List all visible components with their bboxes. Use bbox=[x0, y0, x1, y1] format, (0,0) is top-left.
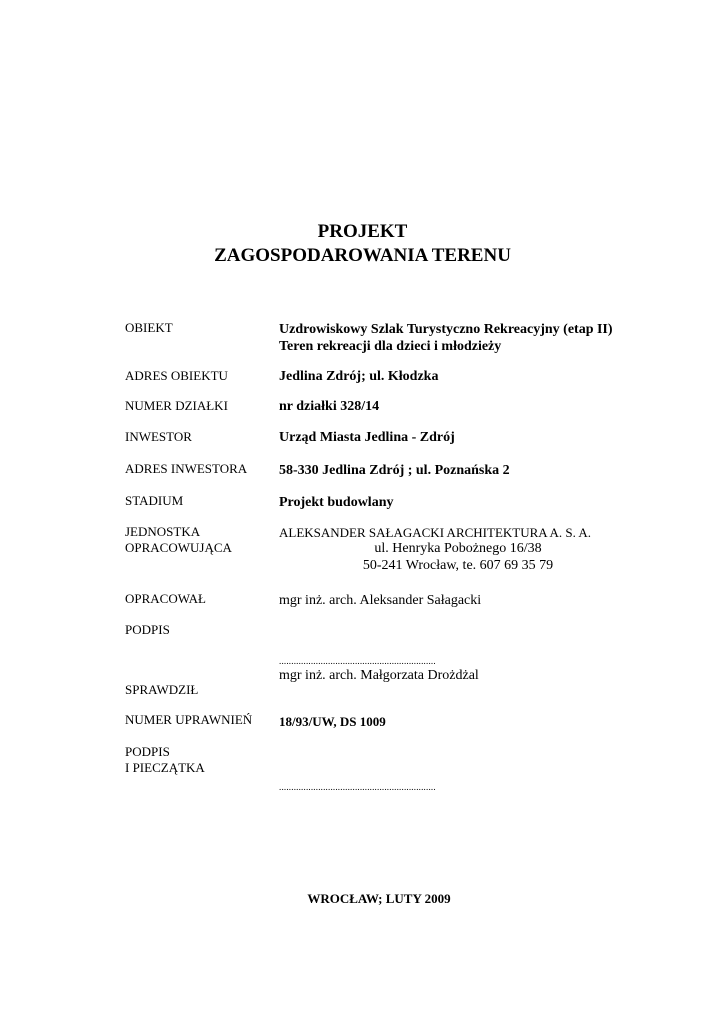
value-jednostka-line-2-wrap bbox=[279, 540, 637, 557]
value-numer-uprawnien: 18/93/UW, DS 1009 bbox=[279, 714, 386, 729]
label-numer-dzialki: NUMER DZIAŁKI bbox=[125, 398, 228, 413]
value-inwestor: Urząd Miasta Jedlina - Zdrój bbox=[279, 430, 455, 445]
label-obiekt: OBIEKT bbox=[125, 320, 173, 335]
value-obiekt-line-2: Teren rekreacji dla dzieci i młodzieży bbox=[279, 339, 502, 354]
value-sprawdzil: mgr inż. arch. Małgorzata Drożdżal bbox=[279, 668, 479, 683]
label-podpis-pieczatka-line-1: PODPIS bbox=[125, 744, 170, 759]
label-inwestor: INWESTOR bbox=[125, 429, 192, 444]
value-opracowal: mgr inż. arch. Aleksander Sałagacki bbox=[279, 593, 482, 608]
label-stadium: STADIUM bbox=[125, 493, 184, 508]
label-adres-inwestora: ADRES INWESTORA bbox=[125, 461, 248, 476]
value-adres-obiektu: Jedlina Zdrój; ul. Kłodzka bbox=[279, 369, 439, 384]
value-adres-inwestora: 58-330 Jedlina Zdrój ; ul. Poznańska 2 bbox=[279, 463, 510, 478]
label-podpis: PODPIS bbox=[125, 622, 170, 637]
label-jednostka-line-1: JEDNOSTKA bbox=[125, 524, 201, 539]
label-sprawdzil: SPRAWDZIŁ bbox=[125, 682, 199, 697]
value-obiekt-line-1: Uzdrowiskowy Szlak Turystyczno Rekreacyjny (etap II) bbox=[279, 322, 613, 337]
title-line-1: PROJEKT bbox=[317, 221, 408, 242]
label-numer-uprawnien: NUMER UPRAWNIEŃ bbox=[125, 712, 253, 727]
label-opracowal: OPRACOWAŁ bbox=[125, 591, 206, 606]
label-adres-obiektu: ADRES OBIEKTU bbox=[125, 368, 228, 383]
value-jednostka-line-3-wrap bbox=[279, 557, 637, 574]
value-jednostka-line-3: 50-241 Wrocław, te. 607 69 35 79 bbox=[362, 558, 554, 573]
label-jednostka-line-2: OPRACOWUJĄCA bbox=[125, 540, 232, 555]
footer-place-date: WROCŁAW; LUTY 2009 bbox=[307, 891, 451, 906]
value-jednostka-line-2: ul. Henryka Pobożnego 16/38 bbox=[374, 541, 542, 556]
value-jednostka-line-1: ALEKSANDER SAŁAGACKI ARCHITEKTURA A. S. A. bbox=[279, 525, 592, 540]
value-stadium: Projekt budowlany bbox=[279, 495, 394, 510]
title-line-2: ZAGOSPODAROWANIA TERENU bbox=[214, 245, 511, 266]
signature-line-1: ................................................................ bbox=[279, 656, 436, 666]
label-podpis-pieczatka-line-2: I PIECZĄTKA bbox=[125, 760, 205, 775]
value-numer-dzialki: nr działki 328/14 bbox=[279, 399, 380, 414]
signature-line-2: ................................................................ bbox=[279, 782, 436, 792]
